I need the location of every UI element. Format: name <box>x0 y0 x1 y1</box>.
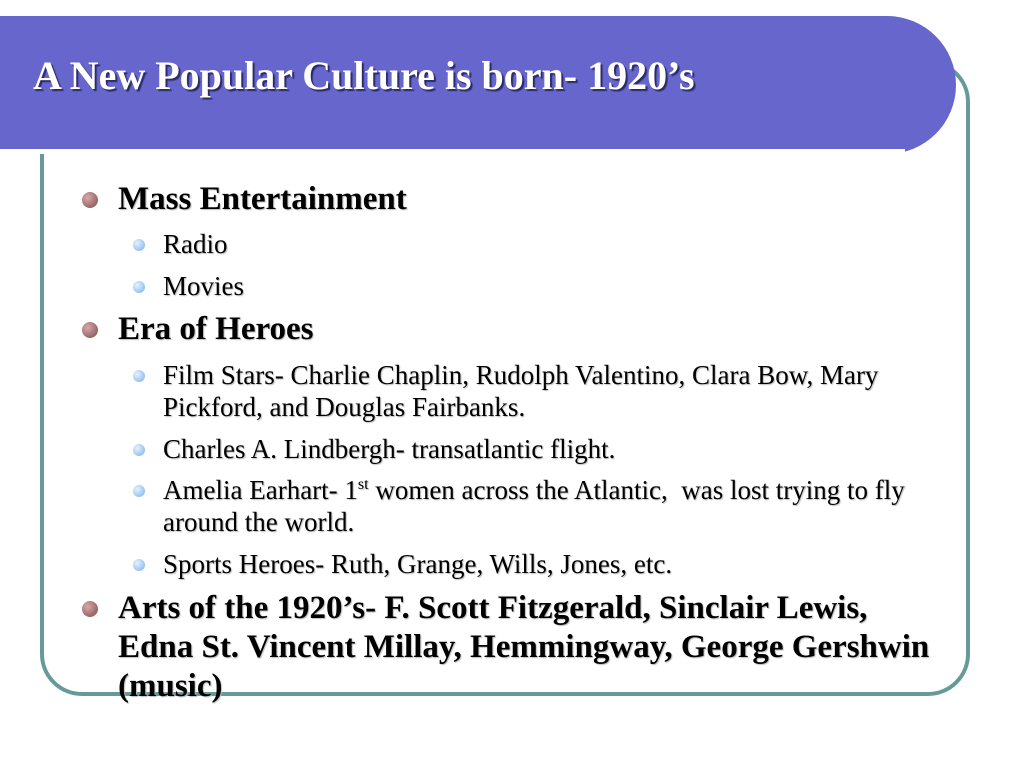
sub-bullet-sports <box>163 548 933 580</box>
bullet-text: Arts of the 1920’s- F. Scott Fitzgerald, Sinclair Lewis, Edna St. Vincent Millay, Hemmingway, George Gershwin (music) <box>118 590 930 704</box>
round-bullet-icon <box>82 601 98 617</box>
bullet-arts <box>118 589 938 706</box>
sub-bullet-text: Charles A. Lindbergh- transatlantic flight. <box>163 434 616 464</box>
sub-bullet-text: Film Stars- Charlie Chaplin, Rudolph Valentino, Clara Bow, Mary Pickford, and Douglas Fairbanks. <box>163 360 879 422</box>
small-round-bullet-icon <box>133 485 145 497</box>
small-round-bullet-icon <box>133 444 145 456</box>
sub-bullet-movies <box>163 270 933 302</box>
slide-title: A New Popular Culture is born- 1920’s <box>33 53 695 98</box>
round-bullet-icon <box>82 192 98 208</box>
small-round-bullet-icon <box>133 370 145 382</box>
small-round-bullet-icon <box>133 239 145 251</box>
bullet-mass-entertainment <box>118 180 938 219</box>
ordinal-suffix: st <box>357 476 369 493</box>
sub-bullet-film-stars <box>163 359 933 423</box>
sub-bullet-earhart <box>163 474 933 538</box>
sub-bullet-text: Sports Heroes- Ruth, Grange, Wills, Jones, etc. <box>163 549 673 579</box>
bullet-text: Era of Heroes <box>118 311 314 347</box>
small-round-bullet-icon <box>133 559 145 571</box>
sub-bullet-text: Movies <box>163 271 244 301</box>
bullet-text: Mass Entertainment <box>118 181 407 217</box>
small-round-bullet-icon <box>133 281 145 293</box>
sub-bullet-text-suffix: women across the Atlantic, was lost trying to fly around the world. <box>163 475 912 537</box>
sub-bullet-text: Radio <box>163 229 228 259</box>
sub-bullet-lindbergh <box>163 433 933 465</box>
sub-bullet-text-prefix: Amelia Earhart- 1 <box>163 475 358 505</box>
round-bullet-icon <box>82 322 98 338</box>
sub-bullet-radio <box>163 228 933 260</box>
bullet-era-of-heroes <box>118 310 938 349</box>
